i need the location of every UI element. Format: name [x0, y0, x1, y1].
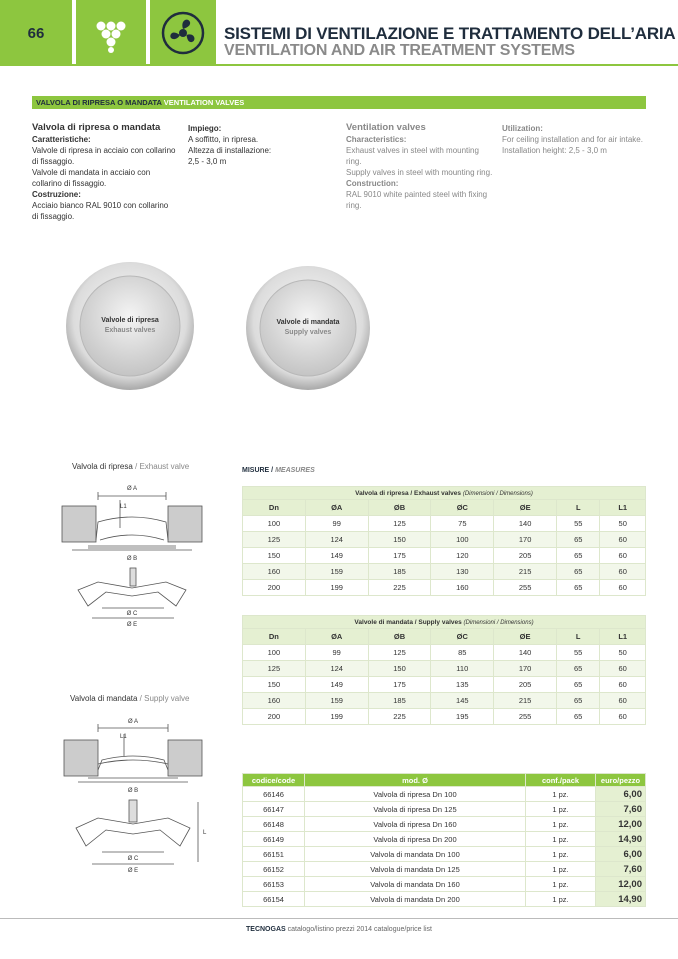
table-cell: 255	[494, 709, 557, 725]
table-cell: 149	[305, 548, 368, 564]
table-row	[243, 709, 646, 725]
dim-c-label: Ø C	[126, 611, 138, 617]
exhaust-dimensions-table	[242, 486, 646, 596]
table-cell: 199	[305, 580, 368, 596]
pack-size: 1 pz.	[526, 877, 596, 892]
table-cell: 140	[494, 516, 557, 532]
table-cell: 60	[600, 532, 646, 548]
column-header: codice/code	[243, 774, 305, 787]
column-header: ØC	[431, 500, 494, 516]
table-cell: 65	[556, 677, 599, 693]
unit-price: 14,90	[596, 832, 646, 847]
table-cell: 150	[368, 532, 431, 548]
table-cell: 215	[494, 693, 557, 709]
table-cell: 160	[431, 580, 494, 596]
table-cell: 225	[368, 580, 431, 596]
pack-size: 1 pz.	[526, 832, 596, 847]
table-cell: 100	[243, 516, 306, 532]
page-title: SISTEMI DI VENTILAZIONE E TRATTAMENTO DELL’ARIA	[224, 24, 676, 43]
table-cell: 159	[305, 693, 368, 709]
table-cell: 200	[243, 709, 306, 725]
table-row	[243, 532, 646, 548]
product-model: Valvola di ripresa Dn 125	[305, 802, 526, 817]
dim-l1-label: L1	[120, 504, 127, 510]
table-cell: 150	[243, 677, 306, 693]
table-cell: 160	[243, 693, 306, 709]
table-cell: 130	[431, 564, 494, 580]
table-cell: 175	[368, 548, 431, 564]
table-cell: 55	[556, 645, 599, 661]
supply-drawing-caption: Valvola di mandata / Supply valve	[70, 694, 190, 703]
unit-price: 7,60	[596, 862, 646, 877]
exhaust-photo-label: Valvole di ripresa Exhaust valves	[101, 317, 159, 334]
measures-label: MISURE / MEASURES	[242, 467, 315, 474]
column-header: L	[556, 629, 599, 645]
price-row	[243, 877, 646, 892]
description-en: Ventilation valves Characteristics: Exhaust valves in steel with mounting ring. Supply valves in steel with mounting ring. Construction: RAL 9010 white painted steel with fixing ring.	[346, 122, 493, 210]
table-cell: 135	[431, 677, 494, 693]
column-header: Dn	[243, 629, 306, 645]
product-model: Valvola di ripresa Dn 160	[305, 817, 526, 832]
table-cell: 60	[600, 693, 646, 709]
table-cell: 200	[243, 580, 306, 596]
page-subtitle: VENTILATION AND AIR TREATMENT SYSTEMS	[224, 42, 575, 59]
unit-price: 6,00	[596, 847, 646, 862]
unit-price: 12,00	[596, 817, 646, 832]
pack-size: 1 pz.	[526, 892, 596, 907]
table-cell: 65	[556, 661, 599, 677]
price-row	[243, 802, 646, 817]
product-code: 66154	[243, 892, 305, 907]
table-row	[243, 645, 646, 661]
table-cell: 60	[600, 677, 646, 693]
product-code: 66149	[243, 832, 305, 847]
table-cell: 124	[305, 532, 368, 548]
price-row	[243, 832, 646, 847]
usage-it: Impiego: A soffitto, in ripresa. Altezza di installazione: 2,5 - 3,0 m	[188, 124, 272, 166]
product-model: Valvola di ripresa Dn 100	[305, 787, 526, 802]
price-table	[242, 773, 646, 907]
column-header: ØA	[305, 629, 368, 645]
usage-en: Utilization: For ceiling installation and for air intake. Installation height: 2,5 - 3,0 m	[502, 124, 643, 155]
brand-logo-icon	[76, 0, 146, 66]
table-cell: 65	[556, 709, 599, 725]
dim-c-label: Ø C	[127, 856, 139, 862]
price-row	[243, 787, 646, 802]
dim-b-label: Ø B	[126, 556, 138, 562]
pack-size: 1 pz.	[526, 847, 596, 862]
column-header: ØB	[368, 629, 431, 645]
product-model: Valvola di mandata Dn 100	[305, 847, 526, 862]
price-row	[243, 847, 646, 862]
table-cell: 99	[305, 516, 368, 532]
description-title: Valvola di ripresa o mandata	[32, 122, 161, 133]
table-cell: 100	[431, 532, 494, 548]
table-row	[243, 548, 646, 564]
product-code: 66153	[243, 877, 305, 892]
column-header: L	[557, 500, 600, 516]
table-cell: 99	[305, 645, 368, 661]
dim-e-label: Ø E	[126, 622, 138, 628]
section-title-en: VENTILATION VALVES	[163, 98, 245, 107]
footer-divider	[0, 918, 678, 919]
table-cell: 60	[600, 564, 646, 580]
table-row	[243, 661, 646, 677]
column-header: ØA	[305, 500, 368, 516]
header-divider	[0, 64, 678, 66]
dim-l1-label: L1	[120, 734, 127, 740]
table-cell: 149	[305, 677, 368, 693]
table-row	[243, 693, 646, 709]
table-row	[243, 564, 646, 580]
table-cell: 150	[368, 661, 431, 677]
table-cell: 145	[431, 693, 494, 709]
dim-a-label: Ø A	[126, 486, 138, 492]
table-cell: 170	[494, 661, 557, 677]
table-cell: 60	[600, 709, 646, 725]
table-cell: 125	[368, 516, 431, 532]
product-model: Valvola di ripresa Dn 200	[305, 832, 526, 847]
column-header: L1	[600, 629, 646, 645]
pack-size: 1 pz.	[526, 787, 596, 802]
section-bar	[32, 96, 646, 109]
table-cell: 125	[243, 532, 306, 548]
product-code: 66152	[243, 862, 305, 877]
table-cell: 185	[368, 564, 431, 580]
column-header: ØE	[494, 629, 557, 645]
column-header: euro/pezzo	[596, 774, 646, 787]
pack-size: 1 pz.	[526, 862, 596, 877]
dim-l-label: L	[203, 830, 207, 836]
table-cell: 205	[494, 548, 557, 564]
table-cell: 50	[600, 645, 646, 661]
table-cell: 225	[368, 709, 431, 725]
table-cell: 215	[494, 564, 557, 580]
unit-price: 6,00	[596, 787, 646, 802]
table-cell: 125	[368, 645, 431, 661]
pack-size: 1 pz.	[526, 802, 596, 817]
table-cell: 65	[556, 693, 599, 709]
exhaust-valve-drawing	[58, 478, 208, 658]
column-header: L1	[600, 500, 646, 516]
table-caption: Valvole di mandata / Supply valves (Dimensioni / Dimensions)	[243, 616, 646, 629]
supply-dimensions-table	[242, 615, 646, 725]
product-model: Valvola di mandata Dn 200	[305, 892, 526, 907]
table-cell: 199	[305, 709, 368, 725]
table-cell: 170	[494, 532, 557, 548]
supply-photo-label: Valvole di mandata Supply valves	[276, 319, 340, 336]
fan-icon	[150, 0, 216, 66]
product-code: 66146	[243, 787, 305, 802]
table-cell: 65	[557, 548, 600, 564]
table-cell: 75	[431, 516, 494, 532]
table-cell: 195	[431, 709, 494, 725]
exhaust-drawing-caption: Valvola di ripresa / Exhaust valve	[72, 462, 190, 471]
unit-price: 14,90	[596, 892, 646, 907]
description-it: Valvola di ripresa o mandata Caratteristiche: Valvole di ripresa in acciaio con collarino di fissaggio. Valvole di mandata in acciaio con collarino di fissaggio. Costruzione: Acciaio bianco RAL 9010 con collarino di fissaggio.	[32, 122, 182, 222]
table-caption: Valvola di ripresa / Exhaust valves (Dimensioni / Dimensions)	[243, 487, 646, 500]
table-cell: 65	[557, 580, 600, 596]
section-title-it: VALVOLA DI RIPRESA O MANDATA	[36, 98, 162, 107]
table-cell: 55	[557, 516, 600, 532]
footer: TECNOGAS catalogo/listino prezzi 2014 catalogue/price list	[246, 926, 432, 933]
table-cell: 150	[243, 548, 306, 564]
table-cell: 185	[368, 693, 431, 709]
table-cell: 205	[494, 677, 557, 693]
product-model: Valvola di mandata Dn 125	[305, 862, 526, 877]
table-cell: 159	[305, 564, 368, 580]
table-cell: 85	[431, 645, 494, 661]
price-row	[243, 892, 646, 907]
column-header: ØC	[431, 629, 494, 645]
page-number: 66	[0, 0, 72, 66]
table-cell: 65	[557, 564, 600, 580]
pack-size: 1 pz.	[526, 817, 596, 832]
table-cell: 60	[600, 548, 646, 564]
column-header: conf./pack	[526, 774, 596, 787]
product-model: Valvola di mandata Dn 160	[305, 877, 526, 892]
table-row	[243, 580, 646, 596]
price-row	[243, 862, 646, 877]
product-code: 66148	[243, 817, 305, 832]
table-cell: 175	[368, 677, 431, 693]
table-cell: 124	[305, 661, 368, 677]
table-cell: 140	[494, 645, 557, 661]
product-code: 66151	[243, 847, 305, 862]
dim-b-label: Ø B	[127, 788, 139, 794]
dim-a-label: Ø A	[127, 719, 139, 725]
table-cell: 50	[600, 516, 646, 532]
table-cell: 110	[431, 661, 494, 677]
table-cell: 100	[243, 645, 306, 661]
column-header: ØE	[494, 500, 557, 516]
dim-e-label: Ø E	[127, 868, 139, 874]
table-cell: 255	[494, 580, 557, 596]
table-cell: 125	[243, 661, 306, 677]
column-header: ØB	[368, 500, 431, 516]
table-cell: 65	[557, 532, 600, 548]
unit-price: 7,60	[596, 802, 646, 817]
column-header: Dn	[243, 500, 306, 516]
table-cell: 60	[600, 661, 646, 677]
column-header: mod. Ø	[305, 774, 526, 787]
table-cell: 60	[600, 580, 646, 596]
supply-valve-drawing	[58, 712, 218, 892]
table-cell: 160	[243, 564, 306, 580]
table-row	[243, 677, 646, 693]
product-code: 66147	[243, 802, 305, 817]
unit-price: 12,00	[596, 877, 646, 892]
price-row	[243, 817, 646, 832]
table-cell: 120	[431, 548, 494, 564]
table-row	[243, 516, 646, 532]
